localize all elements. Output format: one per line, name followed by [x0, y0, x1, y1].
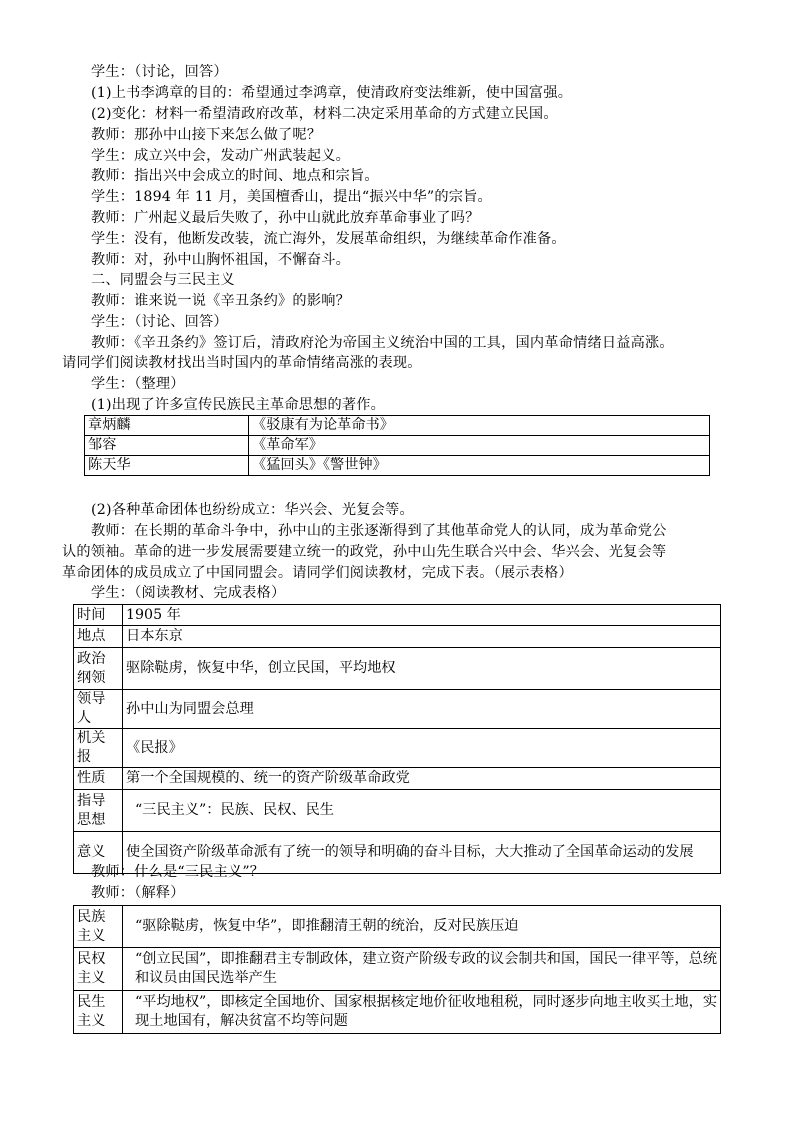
sanmin-table	[73, 905, 721, 1034]
row-key: 民生主义	[74, 991, 123, 1034]
text-line: 教师：对，孙中山胸怀祖国，不懈奋斗。	[91, 252, 350, 268]
row-value: 《民报》	[123, 729, 721, 768]
text-line: 学生：（整理）	[91, 376, 185, 392]
table-row	[74, 648, 721, 690]
table-row	[74, 790, 721, 832]
text-line: 学生：（讨论，回答）	[91, 64, 228, 80]
text-line: 教师：在长期的革命斗争中，孙中山的主张逐渐得到了其他革命党人的认同，成为革命党公	[91, 523, 667, 539]
text-line: 教师：《辛丑条约》签订后，清政府沦为帝国主义统治中国的工具，国内革命情绪日益高涨。	[91, 335, 674, 351]
text-line: (2)变化：材料一希望清政府改革，材料二决定采用革命的方式建立民国。	[91, 106, 558, 122]
table-row	[74, 729, 721, 768]
row-value: “平均地权”，即核定全国地价、国家根据核定地价征收地租税，同时逐步向地主收买土地，实现土地国有，解决贫富不均等问题	[123, 991, 721, 1034]
row-value: 使全国资产阶级革命派有了统一的领导和明确的奋斗目标，大大推动了全国革命运动的发展	[123, 832, 721, 874]
table-row	[74, 991, 721, 1034]
work-cell: 《革命军》	[249, 436, 710, 456]
table-row	[74, 948, 721, 991]
author-cell: 陈天华	[85, 456, 249, 476]
row-key: 民权主义	[74, 948, 123, 991]
table-row	[74, 605, 721, 626]
text-line: 教师：谁来说一说《辛丑条约》的影响？	[91, 293, 350, 309]
row-key: 民族主义	[74, 906, 123, 948]
text-line: 革命团体的成员成立了中国同盟会。请同学们阅读教材，完成下表。（展示表格）	[62, 565, 573, 581]
row-value: 日本东京	[123, 626, 721, 648]
row-value: 第一个全国规模的、统一的资产阶级革命政党	[123, 768, 721, 790]
table-row	[74, 690, 721, 729]
row-value: “驱除鞑虏，恢复中华”，即推翻清王朝的统治，反对民族压迫	[123, 906, 721, 948]
table-row	[85, 416, 710, 436]
text-line: (1)上书李鸿章的目的：希望通过李鸿章，使清政府变法维新，使中国富强。	[91, 85, 573, 101]
text-line: 请同学们阅读教材找出当时国内的革命情绪高涨的表现。	[62, 355, 422, 371]
row-value: “创立民国”，即推翻君主专制政体，建立资产阶级专政的议会制共和国，国民一律平等，总统和议员由国民选举产生	[123, 948, 721, 991]
section-heading: 二、同盟会与三民主义	[91, 272, 235, 288]
text-line: (2)各种革命团体也纷纷成立：华兴会、光复会等。	[91, 502, 414, 518]
author-cell: 邹容	[85, 436, 249, 456]
table-row	[74, 626, 721, 648]
work-cell: 《驳康有为论革命书》	[249, 416, 710, 436]
text-line: 学生：（阅读教材、完成表格）	[91, 585, 286, 601]
works-table	[84, 415, 710, 476]
row-key: 政治纲领	[74, 648, 123, 690]
text-line: (1)出现了许多宣传民族民主革命思想的著作。	[91, 397, 386, 413]
author-cell: 章炳麟	[85, 416, 249, 436]
row-value: “三民主义”：民族、民权、民生	[123, 790, 721, 832]
text-line: 教师：那孙中山接下来怎么做了呢？	[91, 127, 322, 143]
row-value: 孙中山为同盟会总理	[123, 690, 721, 729]
row-key: 机关报	[74, 729, 123, 768]
text-line: 教师：指出兴中会成立的时间、地点和宗旨。	[91, 168, 379, 184]
row-value: 1905 年	[123, 605, 721, 626]
row-key: 时间	[74, 605, 123, 626]
text-line: 学生：没有，他断发改装，流亡海外，发展革命组织，为继续革命作准备。	[91, 231, 566, 247]
table-row	[85, 456, 710, 476]
row-key: 指导思想	[74, 790, 123, 832]
row-key: 意义	[74, 832, 123, 874]
text-line: 学生：1894 年 11 月，美国檀香山，提出“振兴中华”的宗旨。	[91, 189, 492, 205]
tongmenghui-table	[73, 604, 721, 874]
table-row	[74, 906, 721, 948]
text-line: 教师：什么是“三民主义”？	[91, 864, 265, 880]
row-key: 领导人	[74, 690, 123, 729]
table-row	[74, 768, 721, 790]
text-line: 学生：成立兴中会，发动广州武装起义。	[91, 148, 350, 164]
table-row	[85, 436, 710, 456]
text-line: 教师：广州起义最后失败了，孙中山就此放弃革命事业了吗？	[91, 210, 480, 226]
text-line: 学生：（讨论、回答）	[91, 314, 228, 330]
row-key: 性质	[74, 768, 123, 790]
work-cell: 《猛回头》《警世钟》	[249, 456, 710, 476]
text-line: 教师：（解释）	[91, 885, 185, 901]
row-key: 地点	[74, 626, 123, 648]
text-line: 认的领袖。革命的进一步发展需要建立统一的政党，孙中山先生联合兴中会、华兴会、光复会等	[62, 544, 667, 560]
row-value: 驱除鞑虏，恢复中华，创立民国，平均地权	[123, 648, 721, 690]
